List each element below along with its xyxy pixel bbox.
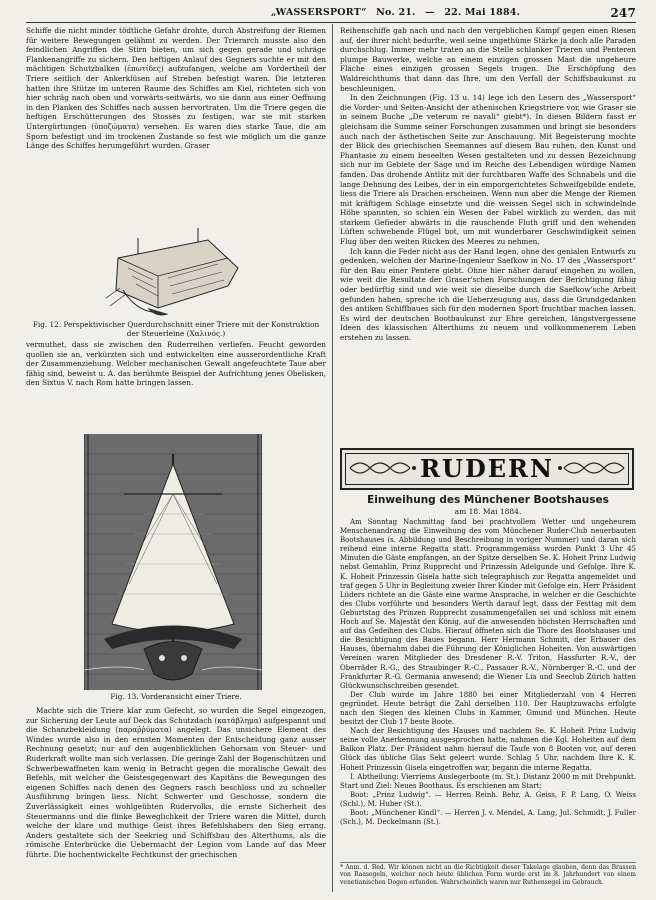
footnote: * Anm. d. Red. Wir können nicht an die Richtigkeit dieser Takelage glauben, denn das Brassen von Raasegeln, welcher noch heute üblichen Form wurde erst im 8. Jahrhundert von einem venetianischen Dogen erfunden. Wahrscheinlich waren nur Ruthensegel im Gebrauch. bbox=[340, 864, 636, 886]
paragraph: I. Abtheilung: Vierriems Auslegerboote (m. St.). Distanz 2000 m mit Drehpunkt. Start und Ziel: Neues Boothaus. Es erschienen am Start: bbox=[340, 772, 636, 790]
paragraph: Ich kann die Feder nicht aus der Hand legen, ohne des genialen Entwurfs zu gedenken, welchen der Marine-Ingenieur Saefkow in No. 17 des „Wassersport“ für den Bau einer Pentere giebt. Ohne hier näher darauf eingehen zu wollen, wie weit die Resultate der Graser'schen Forschungen der Berichtigung fähig oder bedürftig sind und wie weit sie dieselbe durch die Saefkow'sche Arbeit gefunden haben, spreche ich die Ueberzeugung aus, dass die Grundgedanken des antiken Schiffbaues sich für den modernen Sport fruchtbar machen lassen. Es wird der deutschen Bootbaukunst zur Ehre gereichen, längstvergessene Ideen des klassischen Alterthums zu neuem und vollkommenerem Leben erstehen zu lassen. bbox=[340, 246, 636, 342]
header-rule bbox=[26, 22, 636, 23]
paragraph: Boot: „Münchener Kindl“. — Herren J. v. Mendel, A. Lang, Jul. Schmidt, J. Fuller (Sch.), M. Deckelmann (St.). bbox=[340, 809, 636, 827]
left-column-top bbox=[26, 26, 326, 228]
paragraph: Am Sonntag Nachmittag fand bei prachtvollem Wetter und ungeheurem Menschenandrang die Einweihung des vom Münchener Ruder-Club neuerbauten Bootshauses (s. Abbildung und Beschreibung in voriger Nummer) und daran sich reihend eine interne Regatta statt. Programmgemäss wurden Punkt 3 Uhr 45 Minuten die Gäste empfangen, an der Spitze derselben Se. K. Hoheit Prinz Ludwig nebst Gemahlin, Prinz Rupprecht und Prinzessin Adelgunde und Gefolge. Ihre K. K. Hoheit Prinzessin Gisela hatte sich telegraphisch zur Regatta angemeldet und traf gegen 5 Uhr in Begleitung zweier Ihrer Kinder mit Gefolge ein. Herr Präsident Lüders richtete an die Gäste eine warme Ansprache, in welcher er die Geschichte des Clubs vorführte und besonders Werth darauf legt, dass der Festtag mit dem Geburtstag des Prinzen Rupprecht zusammengefallen sei und schloss mit einem Hoch auf Se. Majestät den König, auf die anwesenden höchsten Herrschaften und auf das Gedeihen des Clubs. Hierauf öffneten sich die Thore des Bootshauses und die Besichtigung des Baues begann. Herr Hermann Schmitt, der Erbauer des Hauses, übernahm dabei die Führung der Königlichen Hoheiten. Von auswärtigen Vereinen waren Mitglieder des Dresdener R.-V. Triton, Hassfurter R.-V., der Oberräder R.-G., des Straubinger R.-C., Passauer R.-V., Nürnberger R.-C. und der Frankfurter R.-G. Germania anwesend; die Wiener Lia und Seeclub Zürich hatten Glückwunschschreiben gesendet. bbox=[340, 518, 636, 690]
figure-13-caption: Fig. 13. Vorderansicht einer Triere. bbox=[110, 692, 242, 701]
running-head bbox=[271, 7, 526, 18]
right-column-top bbox=[340, 26, 636, 444]
left-column-bottom bbox=[26, 706, 326, 892]
section-banner bbox=[340, 448, 634, 490]
trireme-front-view-engraving-icon bbox=[84, 434, 262, 690]
page-number: 247 bbox=[610, 6, 636, 20]
paragraph: Boot: „Prinz Ludwig“. — Herren Reinh. Behr, A. Geiss, F. P. Lang, O. Weiss (Schl.), M. Huber (St.). bbox=[340, 790, 636, 808]
figure-12-caption: Fig. 12. Perspektivischer Querdurchschnitt einer Triere mit der Konstruktion der Steuerleine (Χαλινός.) bbox=[32, 320, 320, 338]
article-body bbox=[340, 518, 636, 864]
paragraph: vermuthet, dass sie zwischen den Ruderreihen verliefen. Feucht geworden quollen sie an, verkürzten sich und entwickelten eine ausserordentliche Kraft der Zusammenziehung. Welcher mechanischen Gewalt angefeuchtete Taue aber fähig sind, beweist u. A. das berühmte Beispiel der Aufrichtung jenes Obelisken, den Sixtus V. nach Rom hatte bringen lassen. bbox=[26, 340, 326, 388]
paragraph: Reihenschiffe gab nach und nach den vergeblichen Kampf gegen einen Riesen auf, der ihrer nicht bedurfte, weil seine ungethüme Stärke ja doch alle Paraden durchschlug. Immer mehr traten an die Stelle schlanker Trieren und Penteren plumpe Bauwerke, welche an einem einzigen grossen Mast die ungeheure Fläche eines einzigen grossen Segels trugen. Die Erschöpfung des Waldreichthums that dann das Ihre, um den Verfall der Schiffsbaukunst zu beschleunigen. bbox=[340, 26, 636, 93]
column-divider bbox=[332, 24, 333, 892]
article-title: Einweihung des Münchener Bootshauses bbox=[367, 494, 609, 506]
paragraph: Machte sich die Triere klar zum Gefecht, so wurden die Segel eingezogen, zur Sicherung der Leute auf Deck das Schutzdach (κατάβλημα) aufgespannt und die Schanzbekleidung (παραῤῥύματα) angelegt. Das unsichere Element des Windes wurde also in den ernsten Momenten der Entscheidung ganz ausser Rechnung gesetzt; nur auf den augenblicklichen Gehorsam von Steuer- und Ruderkraft wollte man sich verlassen. Die geringe Zahl der Bogenschützen und Schwerbewaffneten kam wenig in Betracht gegen die moralische Gewalt des Befehls, mit welcher die Geistesgegenwart des Kapitäns die Bewegungen des eigenen Schiffes nach denen des Gegners rasch beschloss und zu schneller Ausführung bringen liess. Nicht Schwerter und Geschosse, sondern die Zuverlässigkeit eines wohlgeübten Rudervolks, die ernste Sicherheit des Steuermanns und die flinke Beweglichkeit der Triere waren die Mittel, durch welche der klare und muthige Geist ihres Befehlshabers den Sieg errang. Anders gestaltete sich der Seekrieg und Schiffsbau des Alterthums, als die römische Enterbrücke die Uebermacht der Legion vom Lande auf das Meer führte. Die hochentwickelte Fechtkunst der griechischen bbox=[26, 706, 326, 859]
paragraph: Schiffe die nicht minder tödtliche Gefahr drohte, durch Abstreifung der Riemen für weitere Bewegungen gelähmt zu werden. Der Trierarch musste also den feindlichen Angriffen die Stirn bieten, um sich gegen gerade und schräge Flankenangriffe zu sichern. Den heftigen Anlauf des Gegners suchte er mit den mächtigen Schutzbalken (ἐπωτίδες) aufzufangen, welche am Vordertheil der Triere seitlich der Ankerklüsen auf Streben befestigt waren. Die letzteren hatten ihre Stütze im unteren Raume des Schiffes am Kiel, richteten sich von hier schräg nach oben und vorwärts-seitwärts, wo sie dann aus einer Oeffnung in den Planken des Schiffes nach aussen hervortraten. Um die Triere gegen die heftigen Erschütterungen des Stosses zu festigen, war sie mit starken Untergürtungen (ὑποζώματα) versehen. Es waren dies starke Taue, die am Sporn befestigt und im trockenen Zustande so fest wie möglich um die ganze Länge des Schiffes herumgeführt wurden. Graser bbox=[26, 26, 326, 151]
left-column-middle bbox=[26, 340, 326, 436]
issue-date: 22. Mai 1884. bbox=[444, 7, 521, 18]
ornament-right-icon bbox=[556, 458, 626, 478]
paragraph: In den Zeichnungen (Fig. 13 u. 14) lege ich den Lesern des „Wassersport“ die Vorder- und Seiten-Ansicht der athenischen Kriegstriere vor, wie Graser sie in seinem Buche „De veterum re navali“ giebt*). In diesen Bildern fasst er gleichsam die Summe seiner Forschungen zusammen und bringt sie besonders auch nach der ästhetischen Seite zur Anschauung. Mit Begeisterung mochte der Blick des griechischen Seemannes auf diesem Bau ruhen, den Kunst und Phantasie zu einem beseelten Wesen gestalteten und zu dessen Bezeichnung sich nur im Gebiete der Sage und im Reiche des Lebendigen würdige Namen fanden. Das drohende Antlitz mit der furchtbaren Waffe des Schnabels und die lange Dehnung des Leibes, der in ein emporgerichtetes Schweifgebilde endete, liess die Triere als Drachen erscheinen. Wenn nun aber die Menge der Riemen mit kräftigem Schlage einsetzte und die weissen Segel sich in schwindelnde Höhe spannten, so schien ein Wesen der Fabel wirklich zu werden, das mit starkem Gefieder abwärts in die rauschende Fluth griff und den wehenden Lüften schwebende Flügel bot, um mit wunderbarer Geschwindigkeit seinen Flug über den weiten Rücken des Meeres zu nehmen. bbox=[340, 93, 636, 247]
issue-number: No. 21. bbox=[376, 7, 416, 18]
page-header bbox=[26, 7, 636, 21]
masthead-title: „WASSERSPORT“ bbox=[271, 7, 367, 18]
paragraph: Der Club wurde im Jahre 1880 bei einer Mitgliederzahl von 4 Herren gegründet. Heute beträgt die Zahl derselben 110. Der Hauptzuwachs erfolgte nach den Siegen des kleinen Clubs in Kammer, Gmund und München. Heute besitzt der Club 17 beste Boote. bbox=[340, 690, 636, 727]
header-separator: — bbox=[425, 7, 435, 18]
ship-cross-section-engraving-icon bbox=[98, 228, 248, 320]
article-date: am 18. Mai 1884. bbox=[454, 507, 522, 516]
section-title: RUDERN bbox=[420, 454, 554, 483]
paragraph: Nach der Besichtigung des Hauses und nachdem Se. K. Hoheit Prinz Ludwig seine volle Anerkennung ausgesprochen hatte, nahmen die Kgl. Hoheiten auf dem Balkon Platz. Der Präsident nahm hierauf die Taufe von 8 Booten vor, auf deren Glück das übliche Glas Sekt geleert wurde. Schlag 5 Uhr, nachdem Ihre K. K. Hoheit Prinzessin Gisela eingetroffen war, begann die interne Regatta. bbox=[340, 727, 636, 772]
